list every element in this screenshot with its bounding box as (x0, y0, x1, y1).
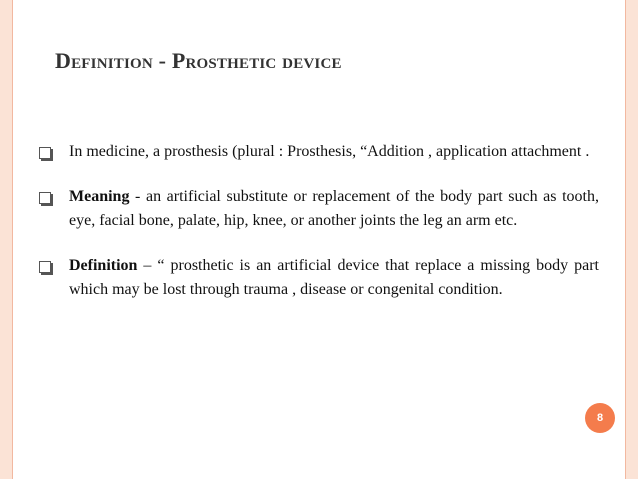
slide-title: Definition - Prosthetic device (55, 48, 342, 73)
bullet-list (39, 140, 599, 323)
bullet-text: - an artificial substitute or replacement of the body part such as tooth, eye, facial bone, palate, hip, knee, or another joints the leg an arm etc. (69, 188, 599, 229)
bullet-item-meaning (39, 185, 599, 233)
square-bullet-icon (39, 147, 51, 159)
bullet-item-intro (39, 140, 599, 164)
square-bullet-icon (39, 261, 51, 273)
slide-panel (12, 0, 626, 479)
bullet-term: Meaning (69, 188, 130, 205)
page-number-badge: 8 (585, 403, 615, 433)
bullet-text: In medicine, a prosthesis (plural : Prosthesis, “Addition , application attachment . (69, 143, 590, 160)
square-bullet-icon (39, 192, 51, 204)
bullet-term: Definition (69, 257, 138, 274)
bullet-text: – “ prosthetic is an artificial device that replace a missing body part which may be lost through trauma , disease or congenital condition. (69, 257, 599, 298)
bullet-item-definition (39, 254, 599, 302)
